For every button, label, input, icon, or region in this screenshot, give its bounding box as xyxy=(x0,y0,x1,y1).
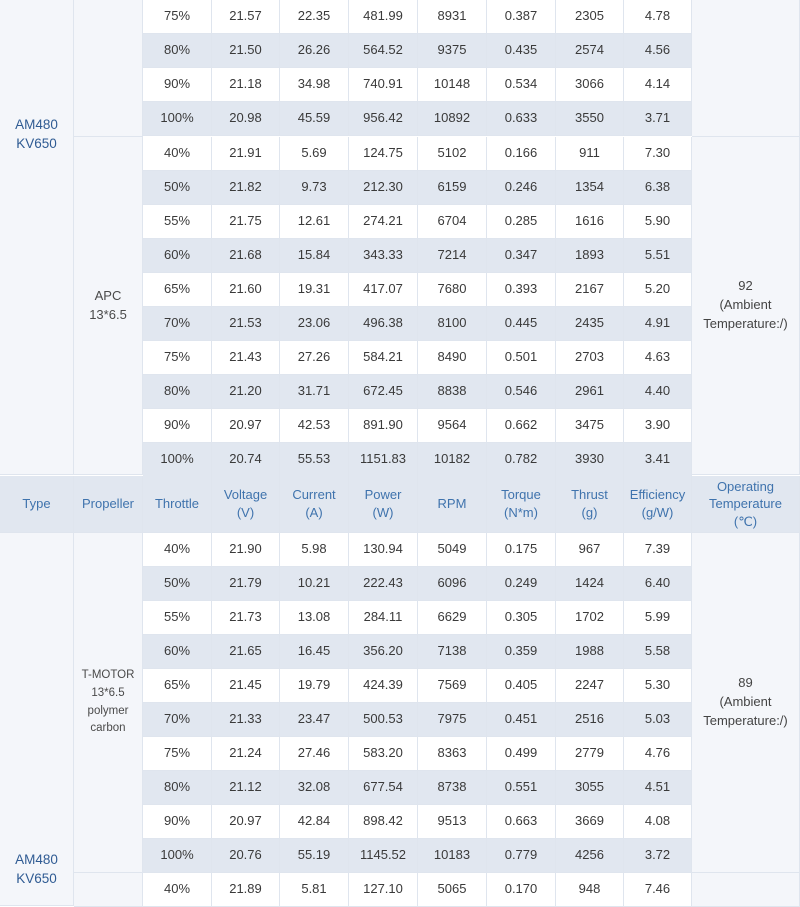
thrust-cell: 2961 xyxy=(556,375,624,409)
thrust-cell: 2435 xyxy=(556,307,624,341)
throttle-cell: 50% xyxy=(143,171,212,205)
torque-cell: 0.435 xyxy=(487,34,556,68)
torque-cell: 0.285 xyxy=(487,205,556,239)
efficiency-cell: 5.51 xyxy=(624,239,692,273)
header-efficiency xyxy=(624,476,692,533)
throttle-cell: 80% xyxy=(143,771,212,805)
current-cell: 5.98 xyxy=(280,533,349,567)
motor-type-label-line: AM480 xyxy=(15,117,58,132)
power-cell: 481.99 xyxy=(349,0,418,34)
efficiency-cell: 5.99 xyxy=(624,601,692,635)
current-cell: 10.21 xyxy=(280,567,349,601)
header-efficiency-text xyxy=(630,486,685,521)
throttle-cell: 65% xyxy=(143,273,212,307)
efficiency-cell: 7.39 xyxy=(624,533,692,567)
rpm-cell: 6096 xyxy=(418,567,487,601)
temperature-cell xyxy=(692,137,800,475)
header-current-text-line: (A) xyxy=(305,505,323,520)
rpm-cell: 7975 xyxy=(418,703,487,737)
efficiency-cell: 5.58 xyxy=(624,635,692,669)
efficiency-cell: 5.03 xyxy=(624,703,692,737)
rpm-cell: 9564 xyxy=(418,409,487,443)
header-temperature-text-line: Temperature xyxy=(709,496,782,512)
motor-type-label-line: AM480 xyxy=(15,852,58,868)
header-rpm: RPM xyxy=(418,476,487,533)
thrust-cell: 2703 xyxy=(556,341,624,375)
current-cell: 5.81 xyxy=(280,873,349,907)
voltage-cell: 21.57 xyxy=(212,0,280,34)
rpm-cell: 8363 xyxy=(418,737,487,771)
rpm-cell: 10892 xyxy=(418,102,487,136)
propeller-label-line: polymer xyxy=(87,704,129,717)
efficiency-cell: 6.40 xyxy=(624,567,692,601)
efficiency-cell: 3.90 xyxy=(624,409,692,443)
current-cell: 45.59 xyxy=(280,102,349,136)
thrust-cell: 1988 xyxy=(556,635,624,669)
current-cell: 15.84 xyxy=(280,239,349,273)
throttle-cell: 65% xyxy=(143,669,212,703)
header-torque-text xyxy=(501,486,541,521)
motor-type-label xyxy=(15,116,58,154)
temperature-label-line: (Ambient xyxy=(719,297,772,313)
torque-cell: 0.359 xyxy=(487,635,556,669)
efficiency-cell: 5.90 xyxy=(624,205,692,239)
temperature-cell-prev xyxy=(692,0,800,137)
temperature-cell-next xyxy=(692,873,800,907)
propeller-label-line: T-MOTOR xyxy=(81,668,135,681)
current-cell: 9.73 xyxy=(280,171,349,205)
power-cell: 130.94 xyxy=(349,533,418,567)
header-current-text xyxy=(292,486,335,521)
rpm-cell: 9513 xyxy=(418,805,487,839)
thrust-cell: 2305 xyxy=(556,0,624,34)
header-power-text xyxy=(365,486,402,521)
torque-cell: 0.534 xyxy=(487,68,556,102)
voltage-cell: 21.91 xyxy=(212,137,280,171)
header-voltage-text-line: (V) xyxy=(236,505,255,520)
rpm-cell: 8838 xyxy=(418,375,487,409)
header-throttle: Throttle xyxy=(143,476,212,533)
propeller-cell-prev xyxy=(74,0,143,137)
power-cell: 284.11 xyxy=(349,601,418,635)
header-torque xyxy=(487,476,556,533)
power-cell: 356.20 xyxy=(349,635,418,669)
voltage-cell: 21.45 xyxy=(212,669,280,703)
power-cell: 124.75 xyxy=(349,137,418,171)
throttle-cell: 100% xyxy=(143,443,212,477)
propeller-cell xyxy=(74,137,143,475)
temperature-cell xyxy=(692,533,800,873)
torque-cell: 0.499 xyxy=(487,737,556,771)
power-cell: 274.21 xyxy=(349,205,418,239)
voltage-cell: 21.65 xyxy=(212,635,280,669)
header-power-text-line: (W) xyxy=(372,505,394,520)
current-cell: 31.71 xyxy=(280,375,349,409)
torque-cell: 0.501 xyxy=(487,341,556,375)
voltage-cell: 21.68 xyxy=(212,239,280,273)
voltage-cell: 21.24 xyxy=(212,737,280,771)
voltage-cell: 21.79 xyxy=(212,567,280,601)
current-cell: 13.08 xyxy=(280,601,349,635)
power-cell: 672.45 xyxy=(349,375,418,409)
throttle-cell: 70% xyxy=(143,703,212,737)
header-voltage xyxy=(212,476,280,533)
torque-cell: 0.782 xyxy=(487,443,556,477)
efficiency-cell: 3.72 xyxy=(624,839,692,873)
torque-cell: 0.551 xyxy=(487,771,556,805)
rpm-cell: 10182 xyxy=(418,443,487,477)
rpm-cell: 5049 xyxy=(418,533,487,567)
propeller-cell-next xyxy=(74,873,143,907)
rpm-cell: 8931 xyxy=(418,0,487,34)
torque-cell: 0.166 xyxy=(487,137,556,171)
efficiency-cell: 4.91 xyxy=(624,307,692,341)
current-cell: 23.47 xyxy=(280,703,349,737)
propeller-label xyxy=(82,667,135,738)
thrust-cell: 1424 xyxy=(556,567,624,601)
current-cell: 26.26 xyxy=(280,34,349,68)
power-cell: 222.43 xyxy=(349,567,418,601)
torque-cell: 0.393 xyxy=(487,273,556,307)
torque-cell: 0.387 xyxy=(487,0,556,34)
efficiency-cell: 4.78 xyxy=(624,0,692,34)
current-cell: 55.53 xyxy=(280,443,349,477)
thrust-cell: 4256 xyxy=(556,839,624,873)
rpm-cell: 7680 xyxy=(418,273,487,307)
voltage-cell: 21.18 xyxy=(212,68,280,102)
throttle-cell: 60% xyxy=(143,635,212,669)
efficiency-cell: 4.08 xyxy=(624,805,692,839)
thrust-cell: 2167 xyxy=(556,273,624,307)
propeller-label-line: 13*6.5 xyxy=(91,686,125,699)
voltage-cell: 20.76 xyxy=(212,839,280,873)
throttle-cell: 75% xyxy=(143,0,212,34)
header-thrust-text-line: (g) xyxy=(581,505,598,520)
torque-cell: 0.347 xyxy=(487,239,556,273)
header-temperature-text-line: Operating xyxy=(716,478,775,494)
voltage-cell: 20.97 xyxy=(212,409,280,443)
header-propeller: Propeller xyxy=(74,476,143,533)
torque-cell: 0.663 xyxy=(487,805,556,839)
throttle-cell: 75% xyxy=(143,341,212,375)
header-efficiency-text-line: (g/W) xyxy=(641,505,674,520)
header-voltage-text-line: Voltage xyxy=(223,487,268,503)
thrust-cell: 1616 xyxy=(556,205,624,239)
power-cell: 891.90 xyxy=(349,409,418,443)
torque-cell: 0.633 xyxy=(487,102,556,136)
thrust-cell: 3055 xyxy=(556,771,624,805)
throttle-cell: 90% xyxy=(143,409,212,443)
temperature-label-line: 89 xyxy=(738,675,753,691)
thrust-cell: 1702 xyxy=(556,601,624,635)
voltage-cell: 21.12 xyxy=(212,771,280,805)
power-cell: 956.42 xyxy=(349,102,418,136)
efficiency-cell: 4.14 xyxy=(624,68,692,102)
rpm-cell: 6704 xyxy=(418,205,487,239)
torque-cell: 0.662 xyxy=(487,409,556,443)
power-cell: 417.07 xyxy=(349,273,418,307)
current-cell: 42.53 xyxy=(280,409,349,443)
power-cell: 898.42 xyxy=(349,805,418,839)
propeller-label-line: APC xyxy=(94,288,122,304)
torque-cell: 0.405 xyxy=(487,669,556,703)
thrust-cell: 967 xyxy=(556,533,624,567)
power-cell: 343.33 xyxy=(349,239,418,273)
power-cell: 1151.83 xyxy=(349,443,418,477)
throttle-cell: 55% xyxy=(143,601,212,635)
efficiency-cell: 4.51 xyxy=(624,771,692,805)
rpm-cell: 6629 xyxy=(418,601,487,635)
temperature-label-line: Temperature:/) xyxy=(703,315,788,331)
efficiency-cell: 3.71 xyxy=(624,102,692,136)
torque-cell: 0.445 xyxy=(487,307,556,341)
motor-type-label-line: KV650 xyxy=(16,871,57,887)
throttle-cell: 100% xyxy=(143,102,212,136)
voltage-cell: 21.90 xyxy=(212,533,280,567)
thrust-cell: 3550 xyxy=(556,102,624,136)
current-cell: 23.06 xyxy=(280,307,349,341)
throttle-cell: 90% xyxy=(143,805,212,839)
voltage-cell: 20.97 xyxy=(212,805,280,839)
rpm-cell: 7214 xyxy=(418,239,487,273)
header-temperature-text xyxy=(709,478,782,531)
voltage-cell: 21.33 xyxy=(212,703,280,737)
current-cell: 34.98 xyxy=(280,68,349,102)
throttle-cell: 70% xyxy=(143,307,212,341)
power-cell: 1145.52 xyxy=(349,839,418,873)
header-thrust-text-line: Thrust xyxy=(571,487,608,503)
header-voltage-text xyxy=(224,486,267,521)
current-cell: 27.26 xyxy=(280,341,349,375)
thrust-cell: 1893 xyxy=(556,239,624,273)
rpm-cell: 9375 xyxy=(418,34,487,68)
throttle-cell: 55% xyxy=(143,205,212,239)
thrust-cell: 2516 xyxy=(556,703,624,737)
header-current xyxy=(280,476,349,533)
header-temperature-text-line: (℃) xyxy=(733,513,758,529)
current-cell: 22.35 xyxy=(280,0,349,34)
thrust-cell: 948 xyxy=(556,873,624,907)
current-cell: 16.45 xyxy=(280,635,349,669)
voltage-cell: 21.43 xyxy=(212,341,280,375)
thrust-cell: 911 xyxy=(556,137,624,171)
header-thrust xyxy=(556,476,624,533)
propeller-label xyxy=(89,287,127,323)
thrust-cell: 3475 xyxy=(556,409,624,443)
current-cell: 42.84 xyxy=(280,805,349,839)
efficiency-cell: 5.20 xyxy=(624,273,692,307)
voltage-cell: 21.89 xyxy=(212,873,280,907)
throttle-cell: 50% xyxy=(143,567,212,601)
power-cell: 127.10 xyxy=(349,873,418,907)
efficiency-cell: 5.30 xyxy=(624,669,692,703)
power-cell: 584.21 xyxy=(349,341,418,375)
header-temperature xyxy=(692,476,800,533)
efficiency-cell: 4.56 xyxy=(624,34,692,68)
torque-cell: 0.249 xyxy=(487,567,556,601)
voltage-cell: 21.60 xyxy=(212,273,280,307)
header-efficiency-text-line: Efficiency xyxy=(629,487,686,503)
propeller-label-line: 13*6.5 xyxy=(89,306,127,322)
rpm-cell: 10183 xyxy=(418,839,487,873)
current-cell: 32.08 xyxy=(280,771,349,805)
thrust-cell: 3930 xyxy=(556,443,624,477)
current-cell: 27.46 xyxy=(280,737,349,771)
power-cell: 496.38 xyxy=(349,307,418,341)
torque-cell: 0.175 xyxy=(487,533,556,567)
header-torque-text-line: Torque xyxy=(501,487,541,503)
efficiency-cell: 4.63 xyxy=(624,341,692,375)
rpm-cell: 8738 xyxy=(418,771,487,805)
power-cell: 564.52 xyxy=(349,34,418,68)
power-cell: 212.30 xyxy=(349,171,418,205)
thrust-cell: 2574 xyxy=(556,34,624,68)
motor-type-cell xyxy=(0,0,74,475)
rpm-cell: 7138 xyxy=(418,635,487,669)
header-thrust-text xyxy=(571,486,608,521)
thrust-cell: 3066 xyxy=(556,68,624,102)
temperature-label-line: Temperature:/) xyxy=(703,712,788,728)
efficiency-cell: 4.40 xyxy=(624,375,692,409)
throttle-cell: 80% xyxy=(143,34,212,68)
voltage-cell: 21.53 xyxy=(212,307,280,341)
propeller-cell xyxy=(74,533,143,873)
power-cell: 500.53 xyxy=(349,703,418,737)
torque-cell: 0.451 xyxy=(487,703,556,737)
throttle-cell: 60% xyxy=(143,239,212,273)
torque-cell: 0.546 xyxy=(487,375,556,409)
throttle-cell: 40% xyxy=(143,137,212,171)
motor-type-label xyxy=(15,851,58,889)
temperature-label xyxy=(703,277,788,334)
torque-cell: 0.779 xyxy=(487,839,556,873)
current-cell: 5.69 xyxy=(280,137,349,171)
throttle-cell: 75% xyxy=(143,737,212,771)
voltage-cell: 21.73 xyxy=(212,601,280,635)
motor-type-cell xyxy=(0,533,74,906)
header-torque-text-line: (N*m) xyxy=(504,505,538,520)
rpm-cell: 5102 xyxy=(418,137,487,171)
header-current-text-line: Current xyxy=(292,487,336,503)
rpm-cell: 8100 xyxy=(418,307,487,341)
throttle-cell: 80% xyxy=(143,375,212,409)
temperature-label xyxy=(703,674,788,731)
rpm-cell: 5065 xyxy=(418,873,487,907)
throttle-cell: 90% xyxy=(143,68,212,102)
motor-type-label-line: KV650 xyxy=(16,135,57,151)
header-power-text-line: Power xyxy=(364,487,402,503)
voltage-cell: 21.50 xyxy=(212,34,280,68)
throttle-cell: 40% xyxy=(143,873,212,907)
voltage-cell: 20.74 xyxy=(212,443,280,477)
throttle-cell: 40% xyxy=(143,533,212,567)
current-cell: 19.31 xyxy=(280,273,349,307)
current-cell: 12.61 xyxy=(280,205,349,239)
efficiency-cell: 7.46 xyxy=(624,873,692,907)
current-cell: 19.79 xyxy=(280,669,349,703)
header-power xyxy=(349,476,418,533)
current-cell: 55.19 xyxy=(280,839,349,873)
temperature-label-line: (Ambient xyxy=(719,694,772,710)
torque-cell: 0.170 xyxy=(487,873,556,907)
power-cell: 583.20 xyxy=(349,737,418,771)
power-cell: 424.39 xyxy=(349,669,418,703)
efficiency-cell: 6.38 xyxy=(624,171,692,205)
rpm-cell: 8490 xyxy=(418,341,487,375)
efficiency-cell: 3.41 xyxy=(624,443,692,477)
propeller-label-line: carbon xyxy=(90,722,126,735)
torque-cell: 0.305 xyxy=(487,601,556,635)
header-type: Type xyxy=(0,476,74,533)
temperature-label-line: 92 xyxy=(738,278,753,294)
voltage-cell: 20.98 xyxy=(212,102,280,136)
efficiency-cell: 7.30 xyxy=(624,137,692,171)
thrust-cell: 1354 xyxy=(556,171,624,205)
voltage-cell: 21.20 xyxy=(212,375,280,409)
power-cell: 740.91 xyxy=(349,68,418,102)
rpm-cell: 6159 xyxy=(418,171,487,205)
thrust-cell: 2779 xyxy=(556,737,624,771)
rpm-cell: 7569 xyxy=(418,669,487,703)
voltage-cell: 21.82 xyxy=(212,171,280,205)
efficiency-cell: 4.76 xyxy=(624,737,692,771)
throttle-cell: 100% xyxy=(143,839,212,873)
thrust-cell: 3669 xyxy=(556,805,624,839)
power-cell: 677.54 xyxy=(349,771,418,805)
rpm-cell: 10148 xyxy=(418,68,487,102)
torque-cell: 0.246 xyxy=(487,171,556,205)
thrust-cell: 2247 xyxy=(556,669,624,703)
voltage-cell: 21.75 xyxy=(212,205,280,239)
